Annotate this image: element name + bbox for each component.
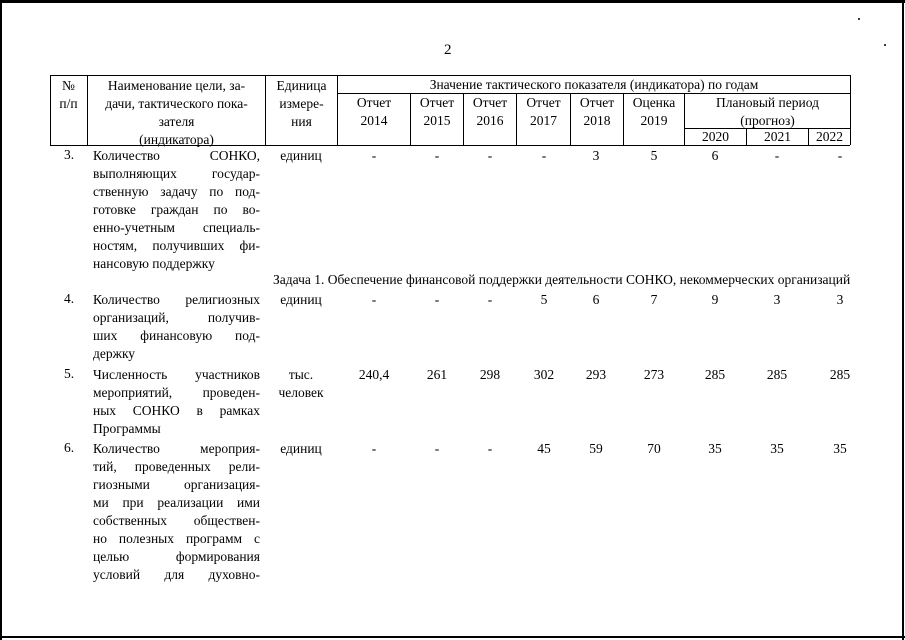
value-2014: - xyxy=(371,292,377,307)
header-name-col: Наименование цели, за- дачи, тактического пока- зателя (индикатора) xyxy=(105,78,248,147)
header-year-2016: Отчет 2016 xyxy=(472,95,508,128)
header-year-2017: Отчет 2017 xyxy=(526,95,561,128)
header-plan-year-2022: 2022 xyxy=(816,129,843,144)
value-2019: 7 xyxy=(650,292,658,307)
header-year-2014: Отчет 2014 xyxy=(356,95,392,128)
scan-edge-top xyxy=(0,0,905,3)
value-2018: 6 xyxy=(592,292,600,307)
value-2019: 5 xyxy=(650,148,658,163)
indicator-name: Численность участников мероприятий, проведен- ных СОНКО в рамках Программы xyxy=(93,367,260,436)
value-2018: 59 xyxy=(589,441,603,456)
value-2020: 285 xyxy=(704,367,726,382)
task-heading: Задача 1. Обеспечение финансовой поддержки деятельности СОНКО, некоммерческих организаций xyxy=(273,272,851,287)
value-2015: - xyxy=(434,441,440,456)
header-year-2015: Отчет 2015 xyxy=(419,95,455,128)
row-number: 3. xyxy=(64,147,75,162)
scan-edge-left xyxy=(0,0,2,640)
value-2017: - xyxy=(541,148,547,163)
value-2014: - xyxy=(371,148,377,163)
unit: тыс. человек xyxy=(278,367,324,400)
page-number: 2 xyxy=(444,42,452,58)
value-2015: - xyxy=(434,148,440,163)
value-2015: 261 xyxy=(426,367,448,382)
row-number: 5. xyxy=(64,366,75,381)
scan-edge-right xyxy=(902,0,904,640)
scan-speck xyxy=(884,44,886,46)
unit: единиц xyxy=(280,292,322,307)
header-year-2018: Отчет 2018 xyxy=(579,95,615,128)
header-plan-title: Плановый период (прогноз) xyxy=(716,95,819,128)
value-2014: 240,4 xyxy=(358,367,390,382)
value-2021: 35 xyxy=(770,441,784,456)
value-2022: 35 xyxy=(833,441,847,456)
header-unit-col: Единица измере- ния xyxy=(276,78,327,129)
indicator-name: Количество религиозных организаций, получив- ших финансовую под- держку xyxy=(93,292,260,361)
header-plan-year-2021: 2021 xyxy=(764,129,791,144)
value-2021: - xyxy=(774,148,780,163)
scan-edge-bottom xyxy=(0,636,905,638)
value-2016: - xyxy=(487,441,493,456)
scan-speck xyxy=(858,18,860,20)
value-2022: 3 xyxy=(836,292,844,307)
value-2017: 45 xyxy=(537,441,551,456)
value-2020: 9 xyxy=(711,292,719,307)
value-2020: 6 xyxy=(711,148,719,163)
value-2022: 285 xyxy=(829,367,851,382)
value-2017: 5 xyxy=(540,292,548,307)
value-2020: 35 xyxy=(708,441,722,456)
unit: единиц xyxy=(280,441,322,456)
header-num-col: № п/п xyxy=(59,78,78,111)
value-2016: - xyxy=(487,292,493,307)
row-number: 4. xyxy=(64,291,75,306)
value-2017: 302 xyxy=(533,367,555,382)
value-2019: 70 xyxy=(647,441,661,456)
value-2015: - xyxy=(434,292,440,307)
value-2016: 298 xyxy=(479,367,501,382)
value-2018: 293 xyxy=(585,367,607,382)
indicator-name: Количество СОНКО, выполняющих государ- ственную задачу по под- готовке граждан по во- енно-учетным специаль- ностям, получивших фи- нансовую поддержку xyxy=(93,148,260,271)
value-2022: - xyxy=(837,148,843,163)
header-year-2019: Оценка 2019 xyxy=(632,95,676,128)
value-2021: 285 xyxy=(766,367,788,382)
value-2018: 3 xyxy=(592,148,600,163)
header-plan-year-2020: 2020 xyxy=(702,129,729,144)
value-2019: 273 xyxy=(643,367,665,382)
row-number: 6. xyxy=(64,440,75,455)
value-2021: 3 xyxy=(773,292,781,307)
value-2016: - xyxy=(487,148,493,163)
unit: единиц xyxy=(280,148,322,163)
value-2014: - xyxy=(371,441,377,456)
indicator-name: Количество мероприя- тий, проведенных рели- гиозными организация- ми при реализации ими собственных обществен- но полезных программ с целью формирования условий для духовно- xyxy=(93,441,260,582)
header-values-title: Значение тактического показателя (индикатора) по годам xyxy=(429,77,759,92)
